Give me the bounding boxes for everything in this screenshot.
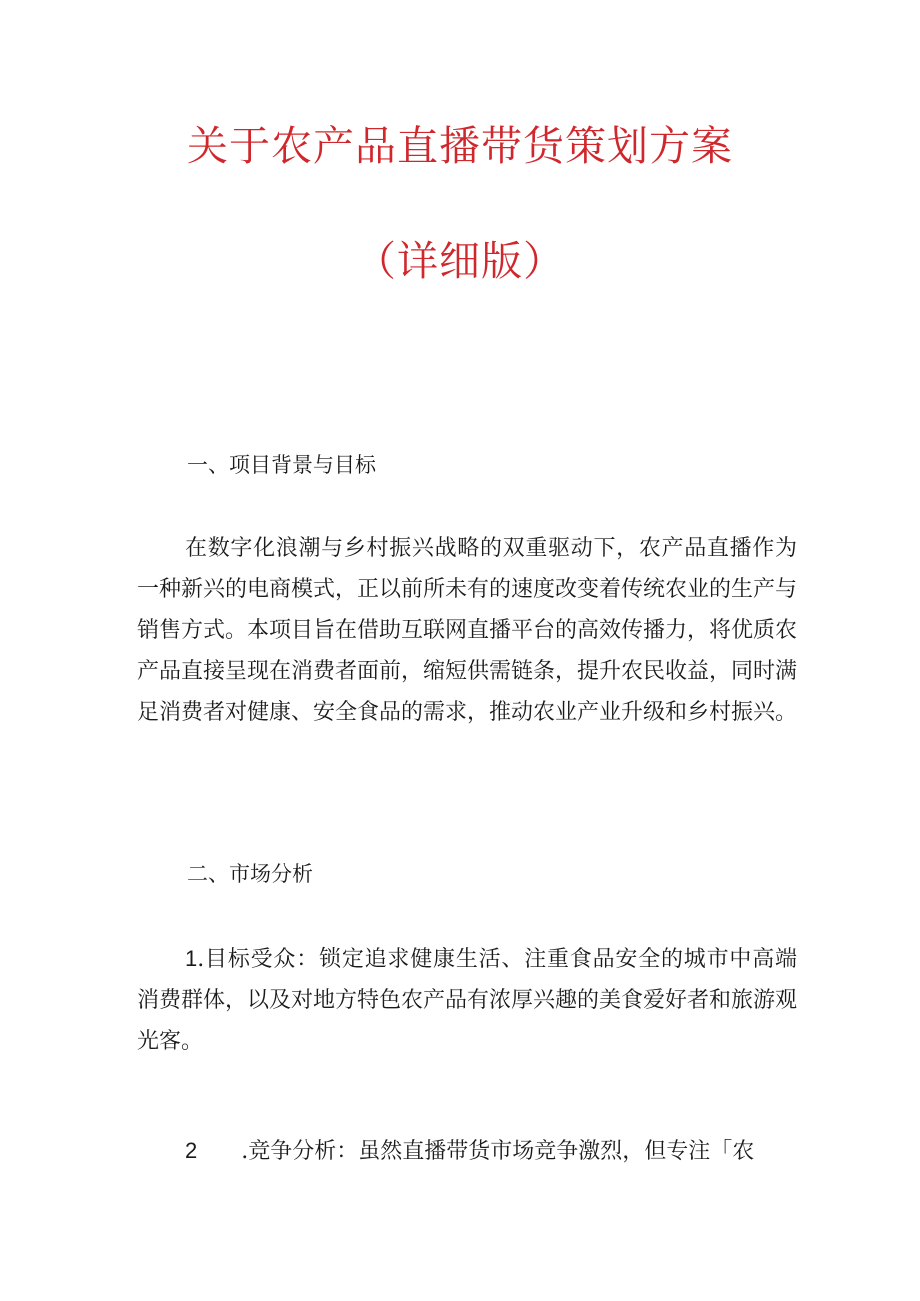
section-heading-background: 一、项目背景与目标 — [187, 453, 376, 477]
document-title: 关于农产品直播带货策划方案 — [187, 122, 733, 170]
list-item-text: .目标受众：锁定追求健康生活、注重食品安全的城市中高端消费群体，以及对地方特色农产品有浓厚兴趣的美食爱好者和旅游观光客。 — [137, 947, 798, 1054]
list-item-competition — [137, 1130, 837, 1172]
section-paragraph-background: 在数字化浪潮与乡村振兴战略的双重驱动下，农产品直播作为一种新兴的电商模式，正以前所未有的速度改变着传统农业的生产与销售方式。本项目旨在借助互联网直播平台的高效传播力，将优质农产品直接呈现在消费者面前，缩短供需链条，提升农民收益，同时满足消费者对健康、安全食品的需求，推动农业产业升级和乡村振兴。 — [137, 536, 798, 725]
list-item-text: .竞争分析：虽然直播带货市场竞争激烈，但专注「农 — [241, 1139, 755, 1164]
list-item-target-audience — [137, 938, 797, 1062]
section-heading-market: 二、市场分析 — [187, 862, 313, 886]
document-subtitle: （详细版） — [355, 237, 565, 285]
list-item-number: 2 — [185, 1138, 198, 1163]
list-item-number: 1 — [185, 946, 198, 971]
